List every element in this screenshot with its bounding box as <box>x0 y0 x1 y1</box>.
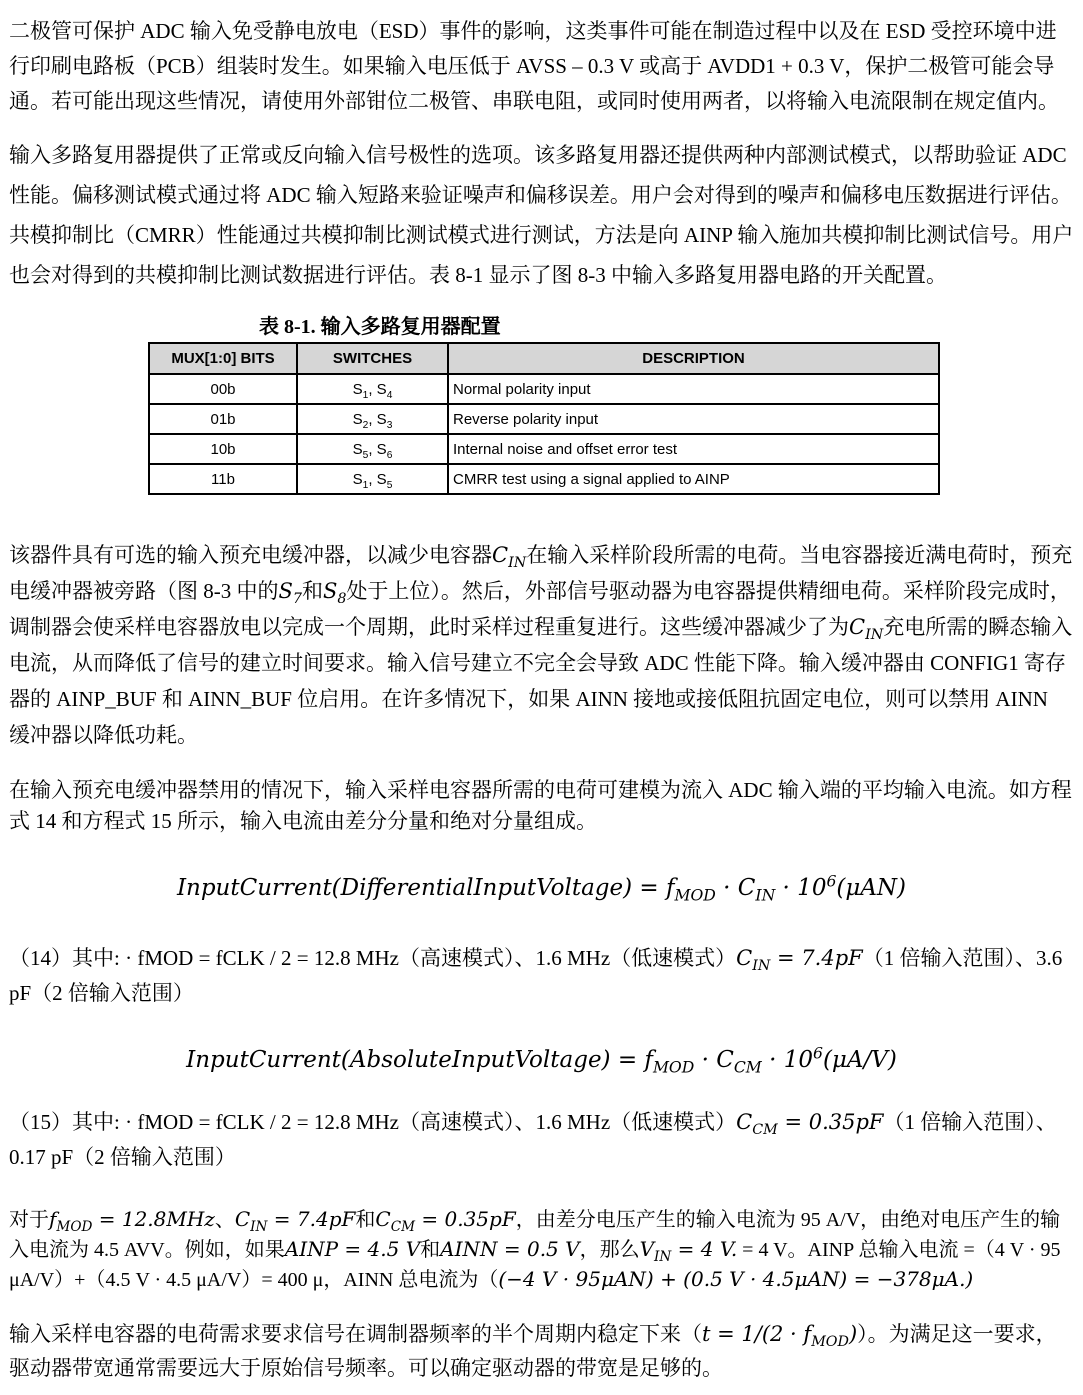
cell-switches: $S_2$, $S_3$ <box>297 404 448 434</box>
math-text: InputCurrent(AbsoluteInputVoltage) = <box>186 1047 645 1073</box>
paragraph-precharge-buffer <box>9 537 1074 753</box>
math-text: = 0.35pF <box>777 1110 884 1134</box>
cell-switches: $S_1$, $S_4$ <box>297 374 448 404</box>
math-text: $C_{CM}$ <box>375 1207 416 1235</box>
body-text: 输入采样电容器的电荷需求要求信号在调制器频率的半个周期内稳定下来（ <box>9 1322 702 1346</box>
table-head <box>149 343 939 374</box>
math-text: $C_{CM}$ <box>736 1110 778 1139</box>
paragraph-equation-15-notes <box>9 1105 1074 1175</box>
body-text: 该器件具有可选的输入预充电缓冲器，以减少电容器 <box>9 543 492 567</box>
math-text: (−4 V · 95μAN) + (0.5 V · 4.5μAN) = −378μA.) <box>498 1267 974 1291</box>
math-text: $C_{IN}$ <box>736 946 771 975</box>
switch-label: $S_1$ <box>352 470 369 491</box>
math-text: $C_{IN}$ <box>234 1207 268 1235</box>
cell-mux-bits: 01b <box>149 404 297 434</box>
switch-label: $S_4$ <box>376 380 393 401</box>
math-text: $S_8$ <box>322 579 347 608</box>
table-row <box>149 434 939 464</box>
body-text: 输入多路复用器提供了正常或反向输入信号极性的选项。该多路复用器还提供两种内部测试模式，以帮助验证 ADC 性能。偏移测试模式通过将 ADC 输入短路来验证噪声和偏移误差。用户会对得到的噪声和偏移电压数据进行评估。共模抑制比（CMRR）性能通过共模抑制比测试模式进行测试，方法是向 AINP 输入施加共模抑制比测试信号。用户也会对得到的共模抑制比测试数据进行评估。表 8-1 显示了图 8-3 中输入多路复用器电路的开关配置。 <box>9 143 1074 287</box>
body-text: （15）其中: · fMOD = fCLK / 2 = 12.8 MHz（高速模式）、1.6 MHz（低速模式） <box>9 1110 737 1134</box>
body-text: 、 <box>214 1209 235 1231</box>
paragraph-current-example <box>9 1205 1074 1295</box>
body-text: 处于上位）。然后，外部信号驱动器为电容器提供精细电荷。采样阶段完成时，调制器会使采样电容器放电以完成一个周期，此时采样过程重复进行。这些缓冲器减少了为 <box>9 579 1071 639</box>
body-text: （14）其中: · fMOD = fCLK / 2 = 12.8 MHz（高速模式）、1.6 MHz（低速模式） <box>9 946 737 970</box>
cell-description: Internal noise and offset error test <box>448 434 939 464</box>
math-text: $V_{IN}$ <box>639 1237 672 1265</box>
switch-label: $S_6$ <box>376 440 393 461</box>
equation-14 <box>9 873 1074 903</box>
body-text: 对于 <box>9 1209 49 1231</box>
paragraph-equation-14-notes <box>9 941 1074 1011</box>
math-text: · $10^6$ <box>761 1043 823 1073</box>
switch-label: $S_1$ <box>352 380 369 401</box>
body-text: ，由差分电压产生的输入电流为 95 A/V，由绝对电压产生的输入电流为 4.5 AVV。例如，如果 <box>9 1209 1061 1261</box>
paragraph-settling-requirement <box>9 1317 1074 1385</box>
math-text: $C_{IN}$ <box>492 543 527 572</box>
math-text: AINN = 0.5 V <box>440 1237 580 1261</box>
math-text: · <box>694 1047 717 1073</box>
math-text: (μAN) <box>836 875 907 901</box>
table-header-cell: SWITCHES <box>297 343 448 374</box>
paragraph-esd-protection <box>9 14 1074 119</box>
math-text: $f_{MOD}$ <box>644 1047 695 1077</box>
cell-description: CMRR test using a signal applied to AINP <box>448 464 939 494</box>
switch-label: $S_3$ <box>376 410 393 431</box>
cell-switches: $S_1$, $S_5$ <box>297 464 448 494</box>
switch-label: $S_2$ <box>352 410 369 431</box>
body-text: 充电所需的瞬态输入电流，从而降低了信号的建立时间要求。输入信号建立不完全会导致 ADC 性能下降。输入缓冲器由 CONFIG1 寄存器的 AINP_BUF 和 AINN_BUF 位启用。在许多情况下，如果 AINN 接地或接低阻抗固定电位，则可以禁用 AINN 缓冲器以降低功耗。 <box>9 615 1073 747</box>
math-text: · <box>715 875 738 901</box>
table-body <box>149 374 939 494</box>
math-text: = 0.35pF <box>415 1207 516 1231</box>
paragraph-input-mux <box>9 135 1074 295</box>
cell-switches: $S_5$, $S_6$ <box>297 434 448 464</box>
mux-config-table <box>148 342 940 495</box>
body-text: （1 倍输入范围）、3.6 pF（2 倍输入范围） <box>9 946 1063 1005</box>
cell-description: Reverse polarity input <box>448 404 939 434</box>
math-text: = 4 V. <box>671 1237 738 1261</box>
equation-15 <box>9 1045 1074 1075</box>
math-text: = 7.4pF <box>770 946 863 970</box>
math-text: $C_{IN}$ <box>737 875 776 905</box>
body-text: 在输入采样阶段所需的电荷。当电容器接近满电荷时，预充电缓冲器被旁路（图 8-3 中的 <box>9 543 1073 603</box>
math-text: InputCurrent(DifferentialInputVoltage) = <box>176 875 666 901</box>
cell-mux-bits: 11b <box>149 464 297 494</box>
math-text: = 12.8MHz <box>92 1207 215 1231</box>
switch-label: $S_5$ <box>352 440 369 461</box>
cell-mux-bits: 00b <box>149 374 297 404</box>
body-text: 二极管可保护 ADC 输入免受静电放电（ESD）事件的影响，这类事件可能在制造过程中以及在 ESD 受控环境中进行印刷电路板（PCB）组装时发生。如果输入电压低于 AVSS – 0.3 V 或高于 AVDD1 + 0.3 V，保护二极管可能会导通。若可能出现这些情况，请使用外部钳位二极管、串联电阻，或同时使用两者，以将输入电流限制在规定值内。 <box>9 19 1059 113</box>
math-text: $C_{IN}$ <box>849 615 884 644</box>
math-text: ) <box>848 1322 858 1346</box>
math-text: $C_{CM}$ <box>716 1047 762 1077</box>
table-header-row <box>149 343 939 374</box>
body-text: 和 <box>355 1209 376 1231</box>
body-text: ）。为满足这一要求，驱动器带宽通常需要远大于原始信号频率。可以确定驱动器的带宽是足够的。 <box>9 1322 1057 1380</box>
body-text: 和 <box>301 579 323 603</box>
table-row <box>149 464 939 494</box>
body-text: 和 <box>420 1239 441 1261</box>
cell-description: Normal polarity input <box>448 374 939 404</box>
math-text: t = 1/(2 · <box>702 1322 804 1346</box>
math-text: $S_7$ <box>278 579 302 608</box>
paragraph-input-current-model <box>9 775 1074 837</box>
switch-label: $S_5$ <box>376 470 393 491</box>
table-row <box>149 404 939 434</box>
math-text: = 7.4pF <box>267 1207 356 1231</box>
math-text: (μA/V) <box>822 1047 897 1073</box>
table-row <box>149 374 939 404</box>
math-text: $f_{MOD}$ <box>665 875 716 905</box>
table-header-cell: MUX[1:0] BITS <box>149 343 297 374</box>
body-text: ，那么 <box>579 1239 640 1261</box>
table-title: 表 8-1. 输入多路复用器配置 <box>259 316 501 338</box>
body-text: 在输入预充电缓冲器禁用的情况下，输入采样电容器所需的电荷可建模为流入 ADC 输入端的平均输入电流。如方程式 14 和方程式 15 所示，输入电流由差分分量和绝对分量组成。 <box>9 778 1072 833</box>
math-text: $f_{MOD}$ <box>803 1322 849 1351</box>
body-text: （1 倍输入范围）、0.17 pF（2 倍输入范围） <box>9 1110 1057 1169</box>
table-header-cell: DESCRIPTION <box>448 343 939 374</box>
math-text: · $10^6$ <box>775 871 837 901</box>
cell-mux-bits: 10b <box>149 434 297 464</box>
body-text: = 4 V。AINP 总输入电流 =（4 V · 95 μA/V）+（4.5 V · 4.5 μA/V）= 400 μ，AINN 总电流为（ <box>9 1239 1061 1291</box>
math-text: $f_{MOD}$ <box>49 1207 93 1235</box>
math-text: AINP = 4.5 V <box>284 1237 421 1261</box>
